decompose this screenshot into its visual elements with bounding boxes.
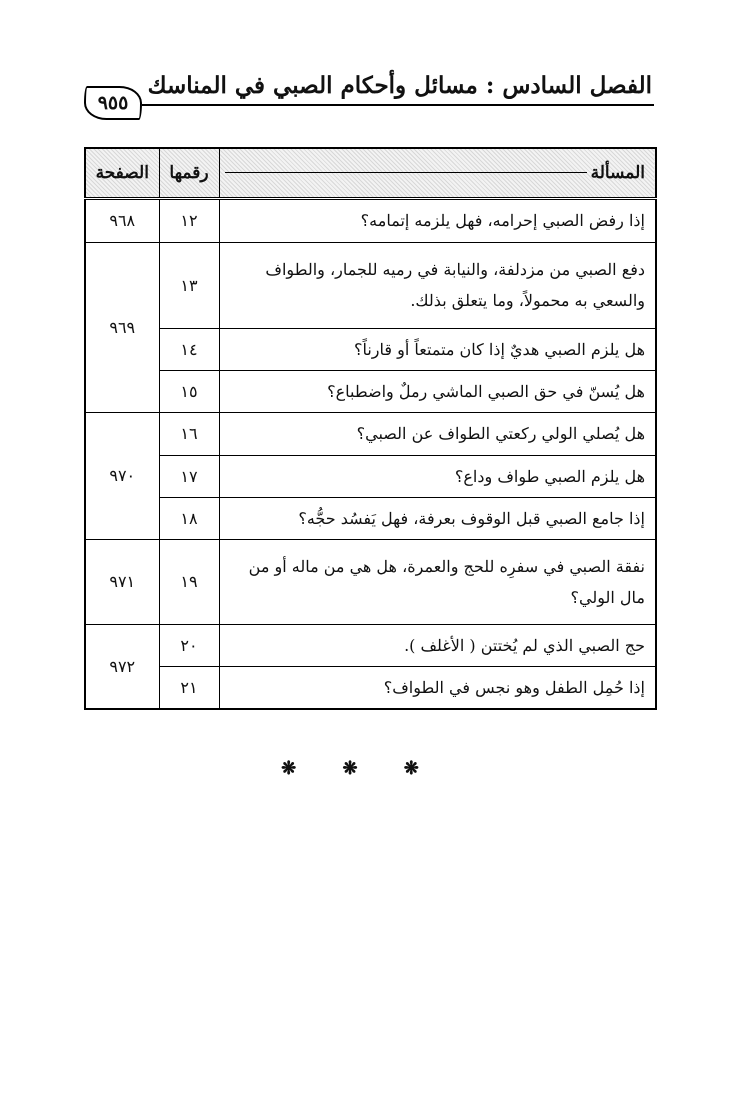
- table-row: [85, 624, 656, 666]
- table-row: [85, 539, 656, 624]
- number-cell: ١٥: [159, 370, 219, 412]
- section-separator: ❋ ❋ ❋: [281, 758, 439, 779]
- question-cell: هل يلزم الصبي طواف وداع؟: [219, 455, 656, 497]
- table-row: [85, 497, 656, 539]
- header-rule: [142, 104, 654, 106]
- question-cell: هل يُسنّ في حق الصبي الماشي رملٌ واضطباع؟: [219, 370, 656, 412]
- number-cell: ١٢: [159, 198, 219, 242]
- page-number: ٩٥٥: [84, 86, 142, 120]
- number-cell: ٢١: [159, 666, 219, 709]
- question-cell: إذا حُمِل الطفل وهو نجس في الطواف؟: [219, 666, 656, 709]
- number-cell: ٢٠: [159, 624, 219, 666]
- col-question-label: المسألة: [590, 162, 645, 183]
- page-cell: ٩٦٩: [85, 242, 159, 412]
- page-header: [84, 72, 654, 128]
- number-cell: ١٨: [159, 497, 219, 539]
- question-cell: نفقة الصبي في سفرِه للحج والعمرة، هل هي من ماله أو من مال الولي؟: [219, 539, 656, 624]
- page-cell: ٩٧١: [85, 539, 159, 624]
- question-cell: هل يلزم الصبي هديٌ إذا كان متمتعاً أو قارناً؟: [219, 328, 656, 370]
- table-row: [85, 198, 656, 242]
- page-cell: ٩٦٨: [85, 198, 159, 242]
- question-cell: إذا جامع الصبي قبل الوقوف بعرفة، فهل يَفسُد حجُّه؟: [219, 497, 656, 539]
- question-cell: إذا رفض الصبي إحرامه، فهل يلزمه إتمامه؟: [219, 198, 656, 242]
- col-page-header: الصفحة: [85, 148, 159, 198]
- number-cell: ١٦: [159, 412, 219, 455]
- question-cell: هل يُصلي الولي ركعتي الطواف عن الصبي؟: [219, 412, 656, 455]
- header-leader-line: [225, 172, 587, 173]
- table-row: [85, 370, 656, 412]
- chapter-title: الفصل السادس : مسائل وأحكام الصبي في المناسك: [147, 72, 652, 99]
- index-table: [84, 147, 657, 710]
- col-question-header: [219, 148, 656, 198]
- page-cell: ٩٧٢: [85, 624, 159, 709]
- number-cell: ١٧: [159, 455, 219, 497]
- col-number-header: رقمها: [159, 148, 219, 198]
- number-cell: ١٩: [159, 539, 219, 624]
- table-row: [85, 328, 656, 370]
- page-cell: ٩٧٠: [85, 412, 159, 539]
- question-cell: حج الصبي الذي لم يُختتن ( الأغلف ).: [219, 624, 656, 666]
- table-row: [85, 666, 656, 709]
- table-header-row: [85, 148, 656, 198]
- question-cell: دفع الصبي من مزدلفة، والنيابة في رميه للجمار، والطواف والسعي به محمولاً، وما يتعلق بذلك.: [219, 242, 656, 328]
- table-row: [85, 455, 656, 497]
- number-cell: ١٤: [159, 328, 219, 370]
- number-cell: ١٣: [159, 242, 219, 328]
- table-row: [85, 412, 656, 455]
- table-row: [85, 242, 656, 328]
